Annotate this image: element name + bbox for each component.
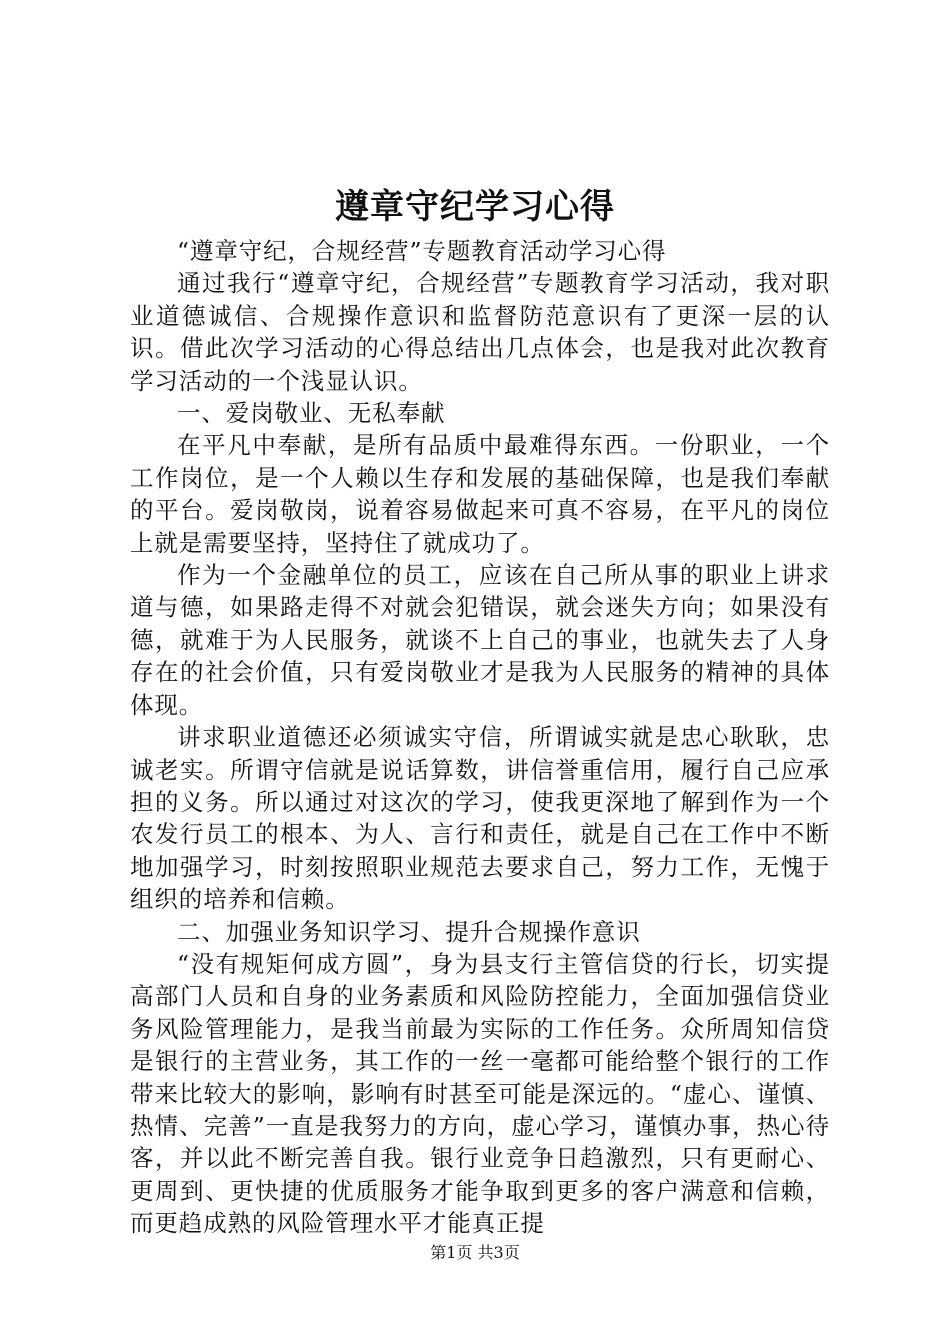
intro-paragraph: 通过我行“遵章守纪，合规经营”专题教育学习活动，我对职业道德诚信、合规操作意识和监督防范意识有了更深一层的认识。借此次学习活动的心得总结出几点体会，也是我对此次教育学习活动的一个浅显认识。 bbox=[130, 269, 830, 395]
subtitle-paragraph: “遵章守纪，合规经营”专题教育活动学习心得 bbox=[177, 237, 667, 265]
document-title: 遵章守纪学习心得 bbox=[335, 187, 615, 227]
body-paragraph: 作为一个金融单位的员工，应该在自己所从事的职业上讲求道与德，如果路走得不对就会犯错误，就会迷失方向；如果没有德，就难于为人民服务，就谈不上自己的事业，也就失去了人身存在的社会价值，只有爱岗敬业才是我为人民服务的精神的具体体现。 bbox=[130, 561, 830, 719]
section-heading-1: 一、爱岗敬业、无私奉献 bbox=[177, 399, 446, 428]
body-paragraph: 讲求职业道德还必须诚实守信，所谓诚实就是忠心耿耿，忠诚老实。所谓守信就是说话算数，讲信誉重信用，履行自己应承担的义务。所以通过对这次的学习，使我更深地了解到作为一个农发行员工的根本、为人、言行和责任，就是自己在工作中不断地加强学习，时刻按照职业规范去要求自己，努力工作，无愧于组织的培养和信赖。 bbox=[130, 723, 830, 914]
page-number-footer: 第1页 共3页 bbox=[430, 1243, 520, 1262]
body-paragraph: “没有规矩何成方圆”，身为县支行主管信贷的行长，切实提高部门人员和自身的业务素质和风险防控能力，全面加强信贷业务风险管理能力，是我当前最为实际的工作任务。众所周知信贷是银行的主营业务，其工作的一丝一毫都可能给整个银行的工作带来比较大的影响，影响有时甚至可能是深远的。“虚心、谨慎、热情、完善”一直是我努力的方向，虚心学习，谨慎办事，热心待客，并以此不断完善自我。银行业竞争日趋激烈，只有更耐心、更周到、更快捷的优质服务才能争取到更多的客户满意和信赖，而更趋成熟的风险管理水平才能真正提 bbox=[130, 949, 830, 1238]
document-body bbox=[130, 235, 830, 1240]
body-paragraph: 在平凡中奉献，是所有品质中最难得东西。一份职业，一个工作岗位，是一个人赖以生存和发展的基础保障，也是我们奉献的平台。爱岗敬岗，说着容易做起来可真不容易，在平凡的岗位上就是需要坚持，坚持住了就成功了。 bbox=[130, 431, 830, 557]
section-heading-2: 二、加强业务知识学习、提升合规操作意识 bbox=[177, 917, 641, 946]
